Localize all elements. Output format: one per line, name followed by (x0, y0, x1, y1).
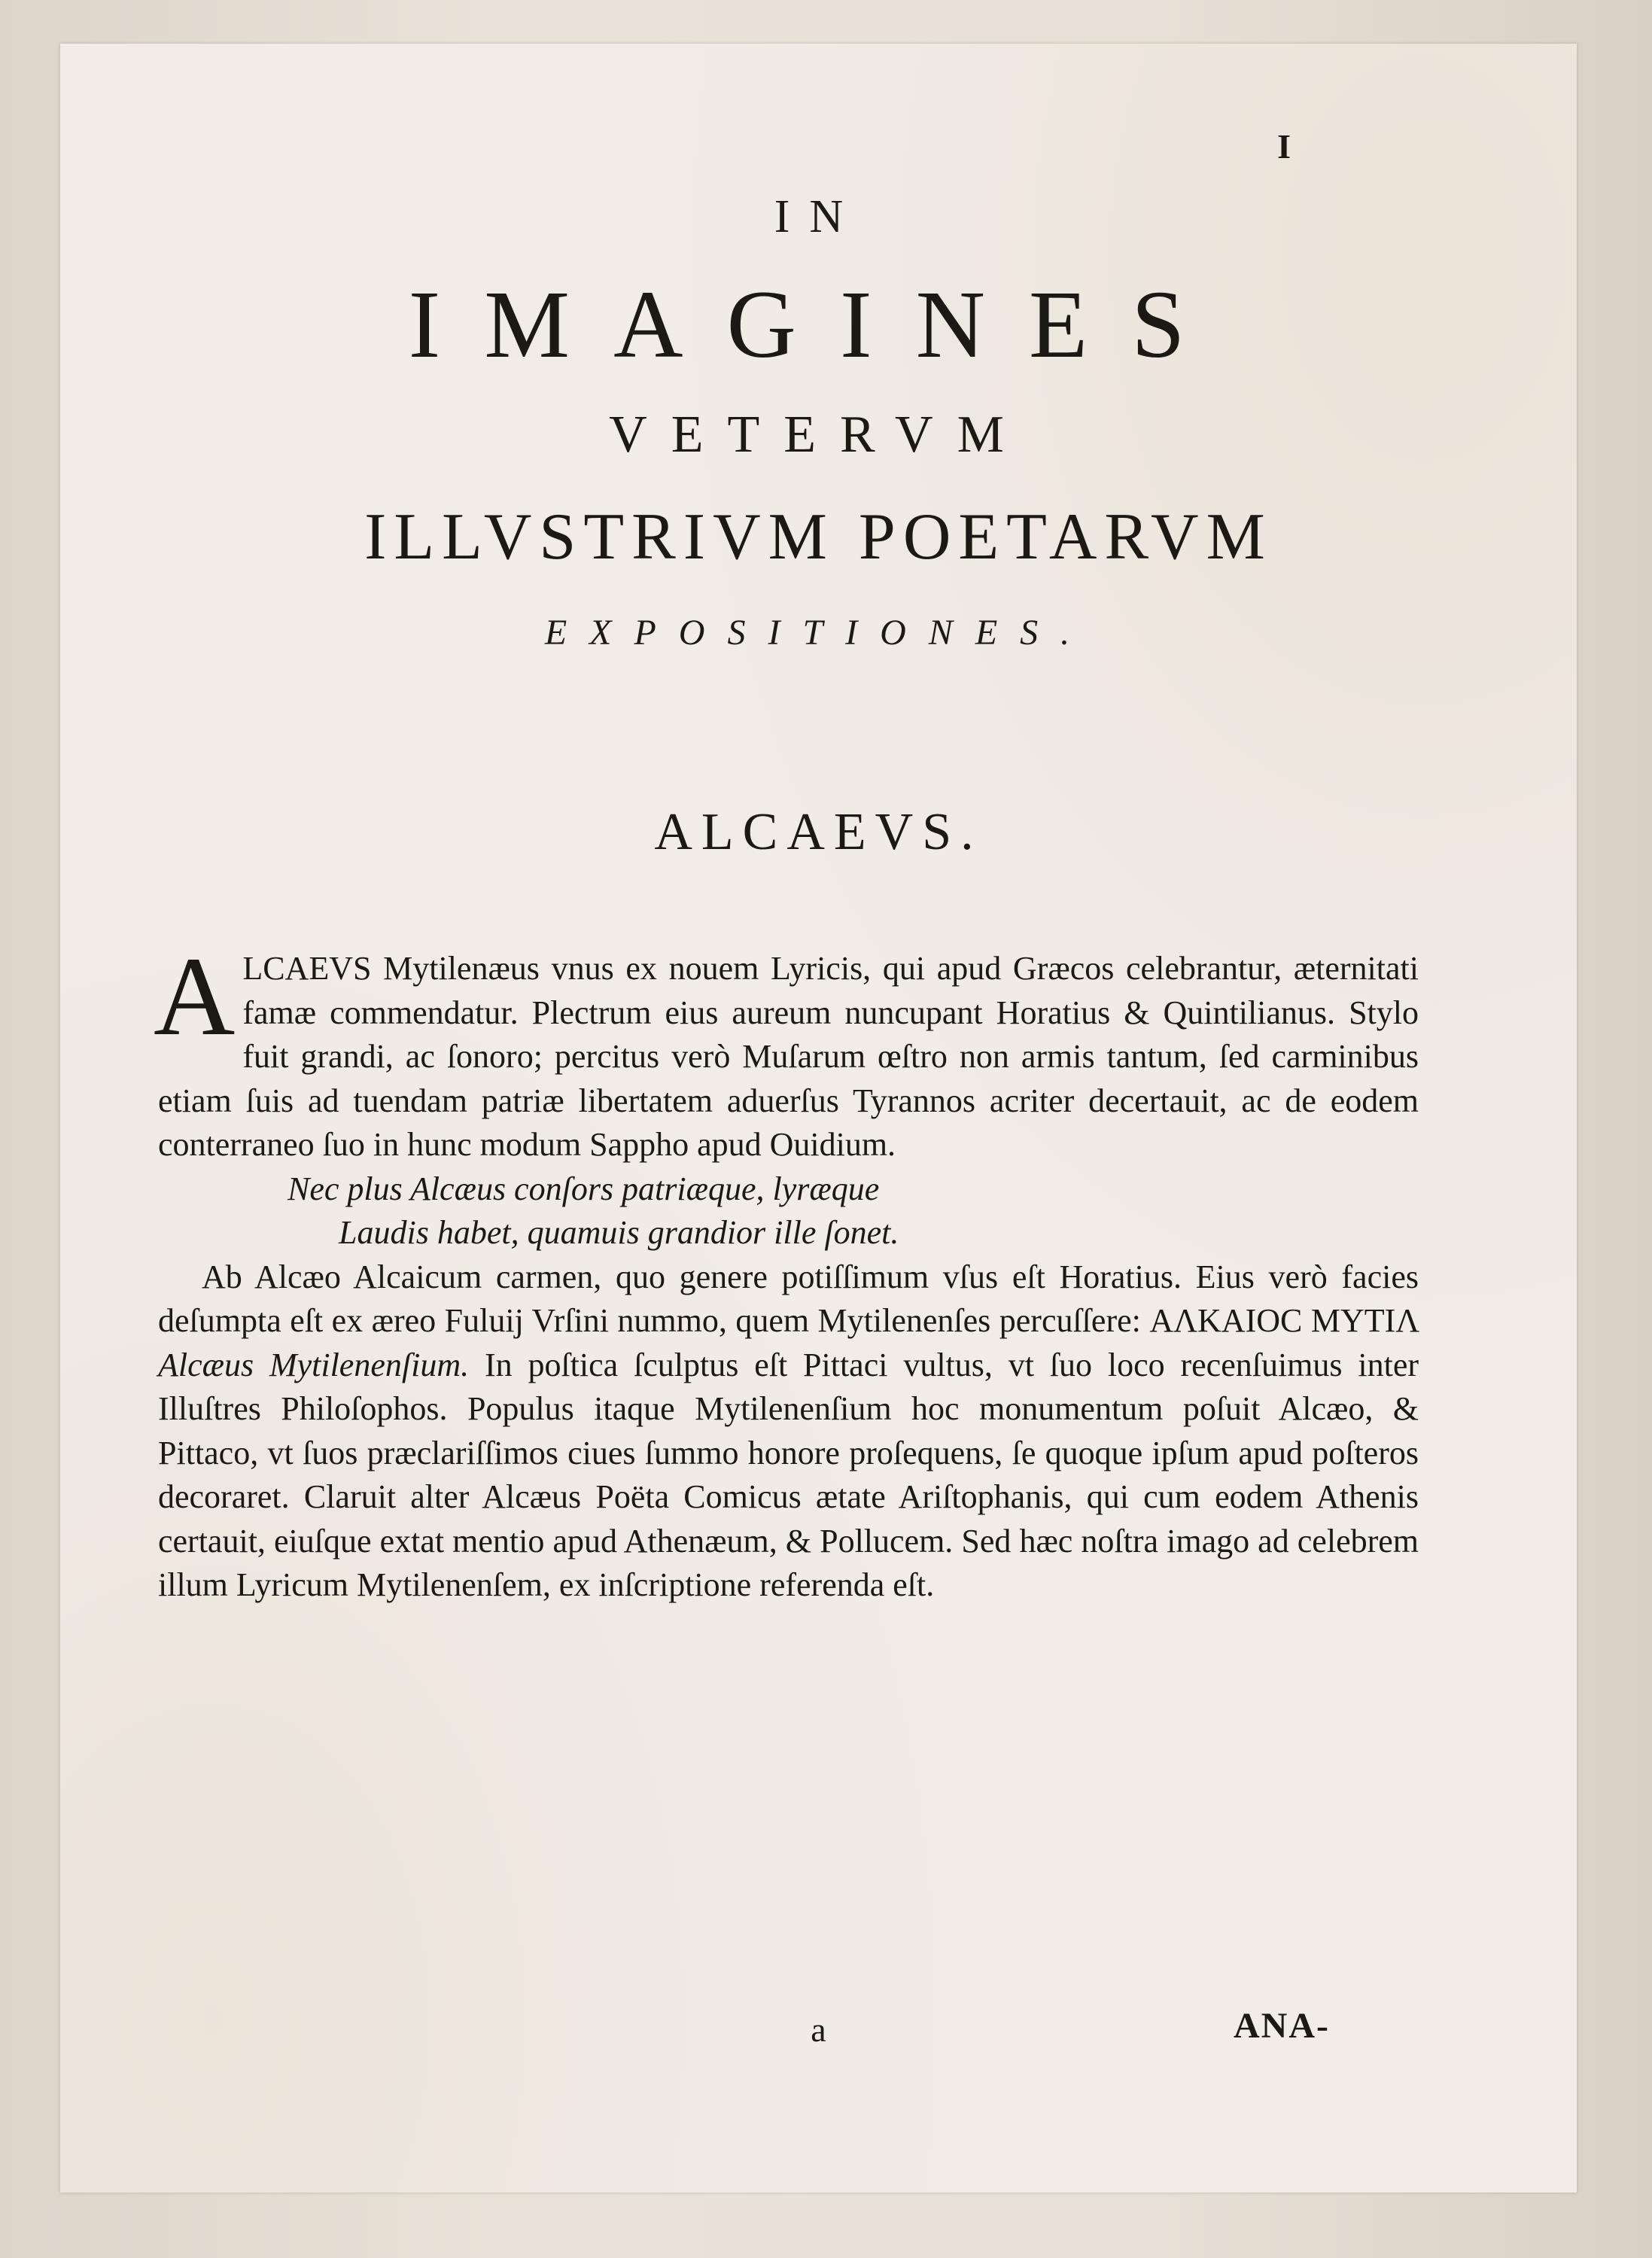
paragraph-2 (158, 1255, 1419, 1608)
title-line-3: VETERVM (609, 406, 1028, 464)
paragraph-1-text: LCAEVS Mytilenæus vnus ex nouem Lyricis, qui apud Græcos celebrantur, æternitati famæ commendatur. Plectrum eius aureum nuncupant Horatius & Quintilianus. Stylo fuit grandi, ac ſonoro; percitus verò Muſarum œſtro non armis tantum, ſed carminibus etiam ſuis ad tuendam patriæ libertatem aduerſus Tyrannos acriter decertauit, ac de eodem conterraneo ſuo in hunc modum Sappho apud Ouidium. (158, 950, 1419, 1163)
verse-line-1: Nec plus Alcæus conſors patriæque, lyræque (288, 1170, 880, 1207)
body-text (154, 934, 1419, 1608)
catchword: ANA- (1234, 2006, 1330, 2046)
paragraph-2a-text: Ab Alcæo Alcaicum carmen, quo genere potiſſimum vſus eſt Horatius. Eius verò facies deſumpta eſt ex æreo Fuluij Vrſini nummo, quem Mytilenenſes percuſſere: (158, 1258, 1419, 1339)
page-number: I (1277, 127, 1291, 166)
title-line-1: IN (774, 191, 863, 242)
verse-line-2: Laudis habet, quamuis grandior ille ſonet. (339, 1214, 899, 1251)
drop-cap: A (154, 934, 236, 1059)
title-line-5: EXPOSITIONES. (544, 613, 1093, 653)
latin-legend: Alcæus Mytilenenſium. (158, 1346, 470, 1383)
book-page (60, 44, 1577, 2193)
paragraph-1 (154, 934, 1419, 1167)
signature-mark: a (811, 2010, 826, 2049)
section-heading: ALCAEVS. (654, 803, 983, 861)
title-line-4: ILLVSTRIVM POETARVM (364, 501, 1273, 574)
greek-legend: ΑΛΚΑΙΟC ΜΥΤΙΛ (1149, 1302, 1419, 1339)
paragraph-2b-text: In poſtica ſculptus eſt Pittaci vultus, vt ſuo loco recenſuimus inter Illuſtres Philoſophos. Populus itaque Mytilenenſium hoc monumentum poſuit Alcæo, & Pittaco, vt ſuos præclariſſimos ciues ſummo honore proſequens, ſe quoque ipſum apud poſteros decoraret. Claruit alter Alcæus Poëta Comicus ætate Ariſtophanis, qui cum eodem Athenis certauit, eiuſque extat mentio apud Athenæum, & Pollucem. Sed hæc noſtra imago ad celebrem illum Lyricum Mytilenenſem, ex inſcriptione referenda eſt. (158, 1346, 1419, 1603)
title-line-2: IMAGINES (408, 271, 1229, 378)
